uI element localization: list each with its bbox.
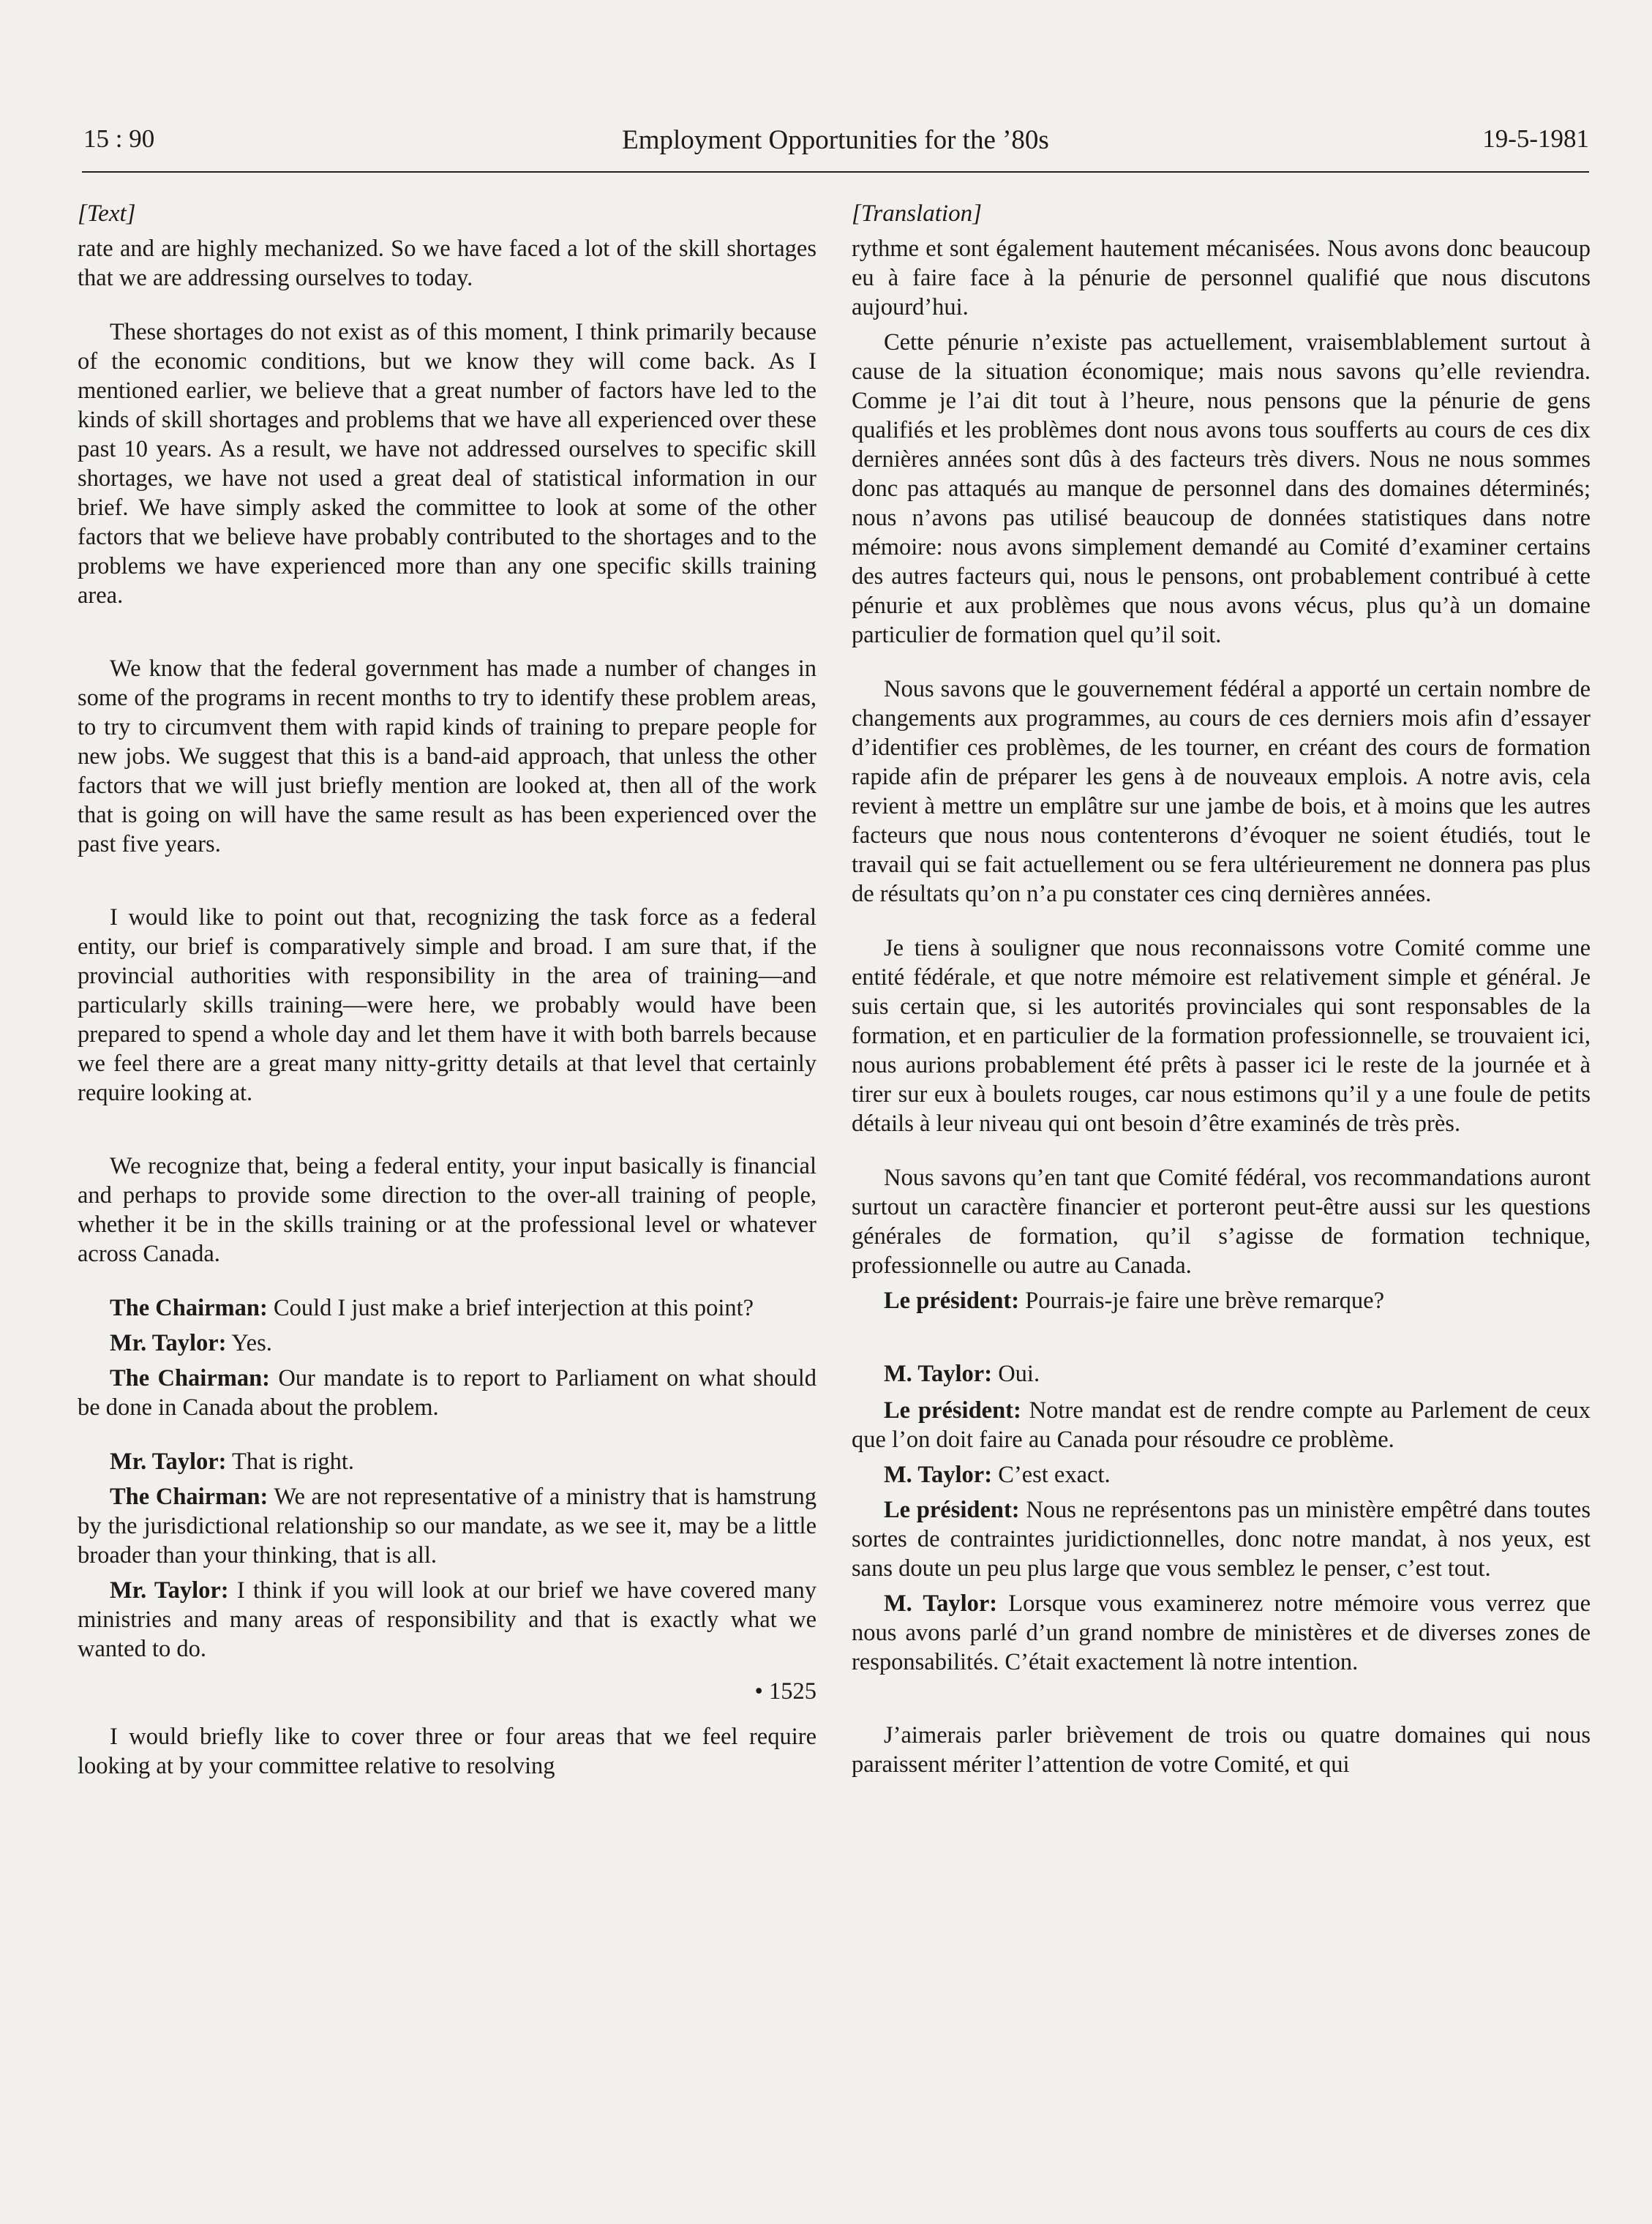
speaker-name: The Chairman: xyxy=(110,1484,269,1510)
speaker-name: Le président: xyxy=(884,1497,1020,1523)
page-number: 15 : 90 xyxy=(83,124,155,153)
dialogue-text: Could I just make a brief interjection at this point? xyxy=(267,1295,754,1321)
paragraph: We know that the federal government has made a number of changes in some of the programs in recent months to try to identify these problem areas, to try to circumvent them with rapid kinds of training to prepare people for new jobs. We suggest that this is a band-aid approach, that unless the other factors that we will just briefly mention are looked at, then all of the work that is going on will have the same result as has been experienced over the past five years. xyxy=(78,655,816,857)
speaker-name: M. Taylor: xyxy=(884,1590,998,1617)
speaker-name: M. Taylor: xyxy=(884,1361,993,1387)
dialogue-text: Oui. xyxy=(992,1361,1040,1387)
dialogue-text: C’est exact. xyxy=(992,1462,1111,1488)
speaker-name: Mr. Taylor: xyxy=(110,1577,229,1604)
dialogue-line xyxy=(852,1460,1591,1489)
paragraph: Je tiens à souligner que nous reconnaissons votre Comité comme une entité fédérale, et que notre mémoire est relativement simple et général. Je suis certain que, si les autorités provinciales qui sont responsables de la formation, et en particulier de la formation professionnelle, se trouvaient ici, nous aurions probablement été prêts à passer ici le reste de la journée et à tirer sur eux à boulets rouges, car nous estimons qu’il y a une foule de petits détails à leur niveau qui ont besoin d’être examinés de très près. xyxy=(852,935,1591,1137)
paragraph: Nous savons que le gouvernement fédéral a apporté un certain nombre de changements aux programmes, au cours de ces derniers mois afin d’essayer d’identifier ces problèmes, de les tourner, en créant des cours de formation rapide afin de préparer les gens à de nouveaux emplois. A notre avis, cela revient à mettre un emplâtre sur une jambe de bois, et à moins que les autres facteurs que nous nous contenterons d’évoquer ne soient étudiés, tout le travail qui se fait actuellement ou se fera ultérieurement ne donnera pas plus de résultats qu’on n’a pu constater ces cinq dernières années. xyxy=(852,676,1591,907)
dialogue-line xyxy=(78,1447,816,1476)
dialogue-line xyxy=(852,1359,1591,1389)
paragraph: I would like to point out that, recognizing the task force as a federal entity, our brief is comparatively simple and broad. I am sure that, if the provincial authorities with responsibility in the area of training—and particularly skills training—were here, we probably would have been prepared to spend a whole day and let them have it with both barrels because we feel there are a great many nitty-gritty details at that level that certainly require looking at. xyxy=(78,904,816,1106)
page-header xyxy=(82,124,1589,173)
paragraph: Cette pénurie n’existe pas actuellement, vraisemblablement surtout à cause de la situation économique; mais nous savons qu’elle reviendra. Comme je l’ai dit tout à l’heure, nous pensons que la pénurie de gens qualifiés et les problèmes dont nous avons tous soufferts au cours de ces dix dernières années sont dûs à des facteurs très divers. Nous ne nous sommes donc pas attaqués au manque de personnel dans des domaines déterminés; nous n’avons pas utilisé beaucoup de données statistiques dans notre mémoire: nous avons simplement demandé au Comité d’examiner certains des autres facteurs qui, nous le pensons, ont probablement contribué à cette pénurie et aux problèmes que nous avons vécus, plus qu’à un domaine particulier de formation quel qu’il soit. xyxy=(852,329,1591,648)
time-marker: • 1525 xyxy=(754,1678,816,1705)
dialogue-line xyxy=(852,1286,1591,1315)
speaker-name: M. Taylor: xyxy=(884,1462,993,1488)
speaker-name: Le président: xyxy=(884,1288,1020,1314)
dialogue-text: Nous ne représentons pas un ministère empêtré dans toutes sortes de contraintes juridictionnelles, donc notre mandat, à nos yeux, est sans doute un peu plus large que vous semblez le penser, c’est tout. xyxy=(852,1497,1591,1582)
speaker-name: Mr. Taylor: xyxy=(110,1330,227,1356)
paragraph: These shortages do not exist as of this moment, I think primarily because of the economic conditions, but we know they will come back. As I mentioned earlier, we believe that a great number of factors have led to the kinds of skill shortages and problems that we have all experienced over these past 10 years. As a result, we have not addressed ourselves to specific skill shortages, we have not used a great deal of statistical information in our brief. We have simply asked the committee to look at some of the other factors that we believe have probably contributed to the shortages and to the problems we have experienced more than any one specific skills training area. xyxy=(78,319,816,609)
speaker-name: The Chairman: xyxy=(110,1295,268,1321)
dialogue-text: Our mandate is to report to Parliament on what should be done in Canada about the problem. xyxy=(78,1365,817,1421)
dialogue-text: We are not representative of a ministry that is hamstrung by the jurisdictional relationship so our mandate, as we see it, may be a little broader than your thinking, that is all. xyxy=(78,1484,816,1569)
paragraph: Nous savons qu’en tant que Comité fédéral, vos recommandations auront surtout un caractère financier et porteront peut-être aussi sur les questions générales de formation, qu’il s’agisse de formation technique, professionnelle ou autre au Canada. xyxy=(852,1165,1591,1279)
column-label: [Text] xyxy=(78,200,136,227)
dialogue-text: Yes. xyxy=(226,1330,272,1356)
paragraph: rate and are highly mechanized. So we have faced a lot of the skill shortages that we are addressing ourselves to today. xyxy=(78,236,816,291)
dialogue-text: I think if you will look at our brief we have covered many ministries and many areas of responsibility and that is exactly what we wanted to do. xyxy=(78,1577,816,1662)
dialogue-line xyxy=(78,1482,816,1570)
speaker-name: Le président: xyxy=(884,1397,1021,1424)
paragraph: J’aimerais parler brièvement de trois ou quatre domaines qui nous paraissent mériter l’attention de votre Comité, et qui xyxy=(852,1722,1591,1778)
french-column xyxy=(852,199,1591,1779)
dialogue-line xyxy=(852,1495,1591,1583)
dialogue-text: Pourrais-je faire une brève remarque? xyxy=(1019,1288,1385,1314)
running-title: Employment Opportunities for the ’80s xyxy=(622,125,1049,155)
dialogue-line xyxy=(78,1293,816,1323)
dialogue-text: Lorsque vous examinerez notre mémoire vous verrez que nous avons parlé d’un grand nombre de ministères et de diverses zones de responsabilités. C’était exactement là notre intention. xyxy=(852,1590,1591,1675)
speaker-name: Mr. Taylor: xyxy=(110,1449,227,1475)
paragraph: rythme et sont également hautement mécanisées. Nous avons donc beaucoup eu à faire face à la pénurie de personnel qualifié que nous discutons aujourd’hui. xyxy=(852,236,1591,320)
english-column xyxy=(78,199,816,1781)
page-date: 19-5-1981 xyxy=(1482,124,1589,153)
dialogue-text: Notre mandat est de rendre compte au Parlement de ceux que l’on doit faire au Canada pour résoudre ce problème. xyxy=(852,1397,1591,1453)
paragraph: We recognize that, being a federal entity, your input basically is financial and perhaps to provide some direction to the over-all training of people, whether it be in the skills training or at the professional level or whatever across Canada. xyxy=(78,1153,816,1267)
dialogue-text: That is right. xyxy=(226,1449,355,1475)
column-label: [Translation] xyxy=(852,200,982,227)
paragraph: I would briefly like to cover three or four areas that we feel require looking at by your committee relative to resolving xyxy=(78,1724,816,1779)
dialogue-line xyxy=(852,1589,1591,1677)
dialogue-line xyxy=(78,1329,816,1358)
speaker-name: The Chairman: xyxy=(110,1365,270,1391)
dialogue-line xyxy=(852,1396,1591,1454)
dialogue-line xyxy=(78,1576,816,1664)
dialogue-line xyxy=(78,1364,816,1422)
